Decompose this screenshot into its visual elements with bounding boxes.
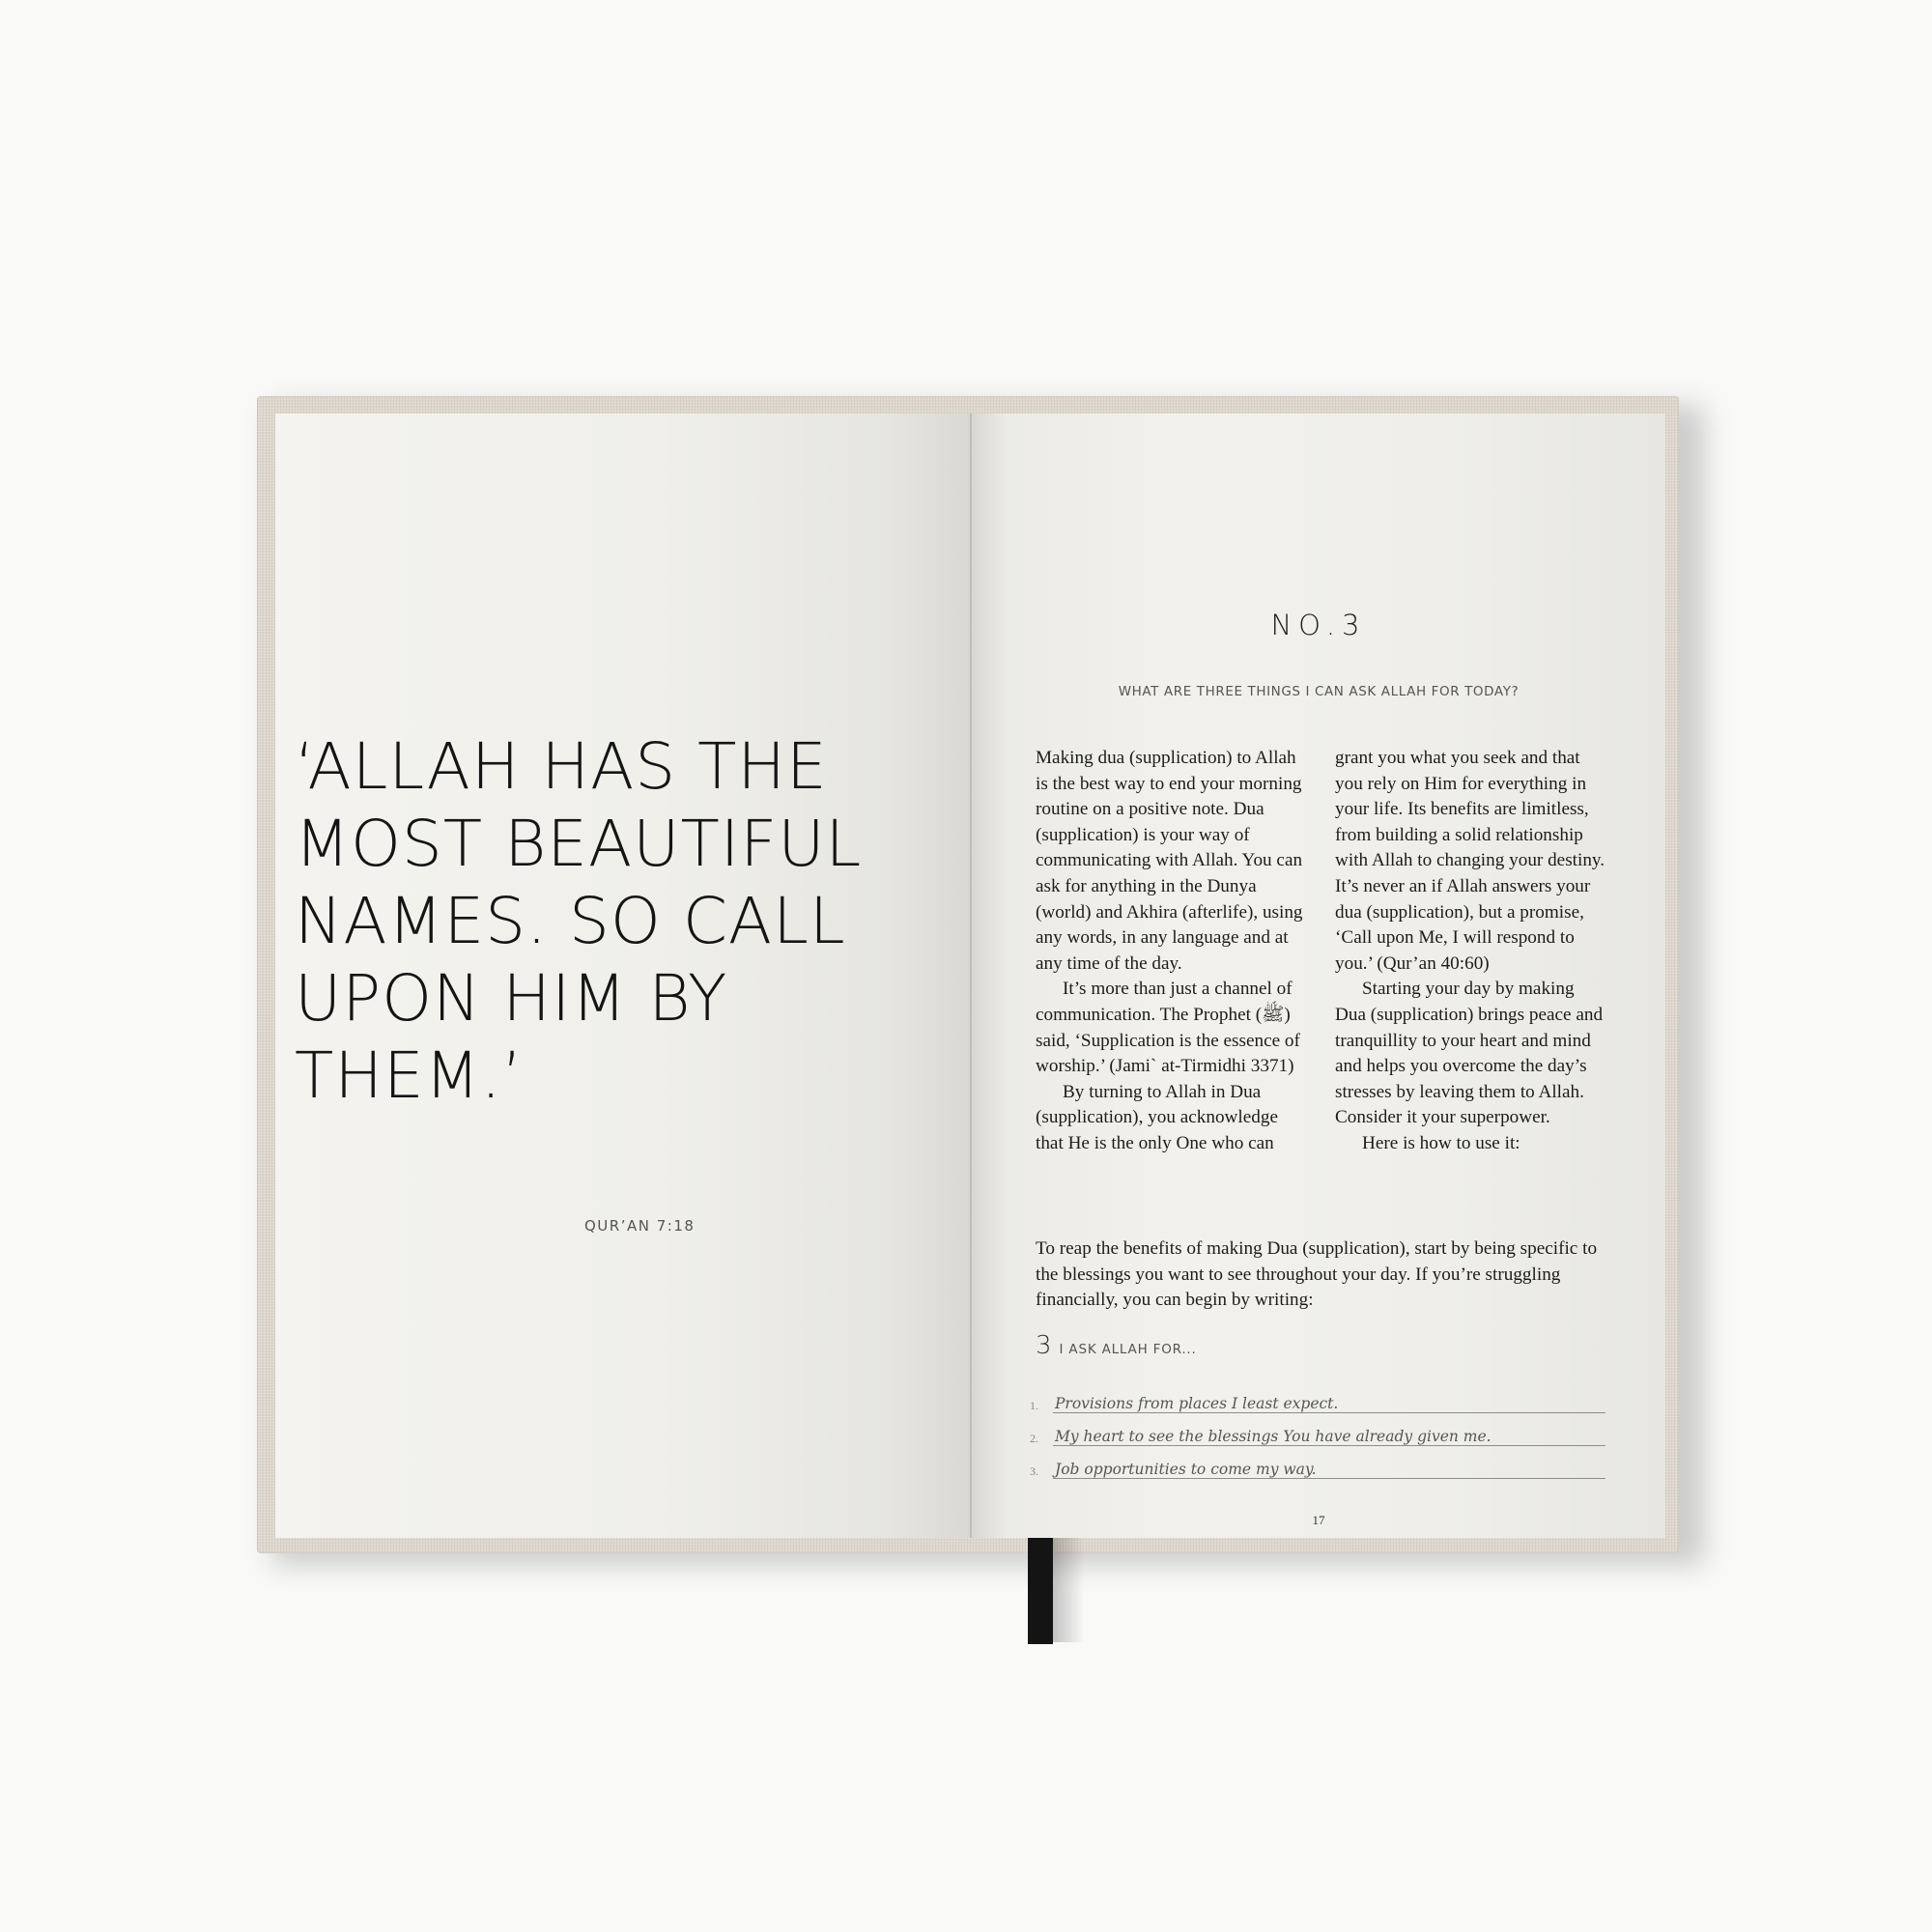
body-paragraph: Making dua (supplication) to Allah is the best way to end your morning routine on a positive note. Dua (supplication) is your way of communicating with Allah. You can ask for anything in the Dunya (world) and Akhira (afterlife), using any words, in any language and at any time of the day. <box>1036 748 1303 974</box>
ask-item-handwriting: My heart to see the blessings You have already given me. <box>1055 1428 1492 1445</box>
closing-paragraph: To reap the benefits of making Dua (supplication), start by being specific to the blessings you want to see throughout your day. If you’re struggling financially, you can begin by writing: <box>1036 1238 1598 1311</box>
ask-count: 3 <box>1036 1331 1052 1360</box>
quote-source: QUR’AN 7:18 <box>584 1217 696 1235</box>
bookmark-ribbon[interactable] <box>1028 1530 1053 1644</box>
left-page <box>275 413 971 1538</box>
ask-label: I ASK ALLAH FOR... <box>1059 1342 1197 1357</box>
body-paragraph: Starting your day by making Dua (supplication) brings peace and tranquillity to your heart and mind and helps you overcome the day’s stresses by leaving them to Allah. Consider it your superpower. <box>1335 979 1604 1128</box>
ask-writing-line[interactable] <box>1053 1391 1605 1413</box>
ask-list-item <box>1030 1420 1605 1453</box>
body-paragraph: By turning to Allah in Dua (supplication), you acknowledge that He is the only One who can grant you what you seek and that you rely on Him for everything in your life. Its benefits are limitless, from building a solid relationship with Allah to changing your destiny. It’s never an if Allah answers your dua (supplication), but a promise, ‘Call upon Me, I will respond to you.’ (Qur’an 40:60) <box>1036 748 1605 1153</box>
right-page <box>972 413 1665 1538</box>
quote-text: ‘ALLAH HAS THE MOST BEAUTIFUL NAMES. SO CALL UPON HIM BY THEM.’ <box>295 729 863 1113</box>
ask-writing-line[interactable] <box>1053 1424 1605 1446</box>
body-paragraph: It’s more than just a channel of communication. The Prophet (ﷺ) said, ‘Supplication is the essence of worship.’ (Jami` at-Tirmidhi 3371) <box>1036 979 1300 1077</box>
page-number: 17 <box>1312 1513 1325 1527</box>
ask-writing-line[interactable] <box>1053 1457 1605 1479</box>
body-paragraph: Here is how to use it: <box>1362 1132 1520 1153</box>
ask-heading <box>1036 1331 1197 1360</box>
ask-list-item <box>1030 1387 1605 1420</box>
ask-list <box>1030 1387 1605 1486</box>
ask-item-number: 2. <box>1030 1432 1038 1445</box>
entry-question: WHAT ARE THREE THINGS I CAN ASK ALLAH FOR TODAY? <box>1118 684 1520 699</box>
entry-number: NO.3 <box>1270 609 1367 641</box>
ask-item-handwriting: Job opportunities to come my way. <box>1055 1461 1317 1478</box>
ask-item-number: 1. <box>1030 1399 1038 1412</box>
body-text-columns <box>1036 746 1609 1157</box>
ribbon-shadow <box>1053 1538 1084 1642</box>
ask-list-item <box>1030 1453 1605 1486</box>
ask-item-handwriting: Provisions from places I least expect. <box>1055 1395 1339 1412</box>
ask-item-number: 3. <box>1030 1464 1038 1478</box>
book-gutter <box>970 413 972 1538</box>
